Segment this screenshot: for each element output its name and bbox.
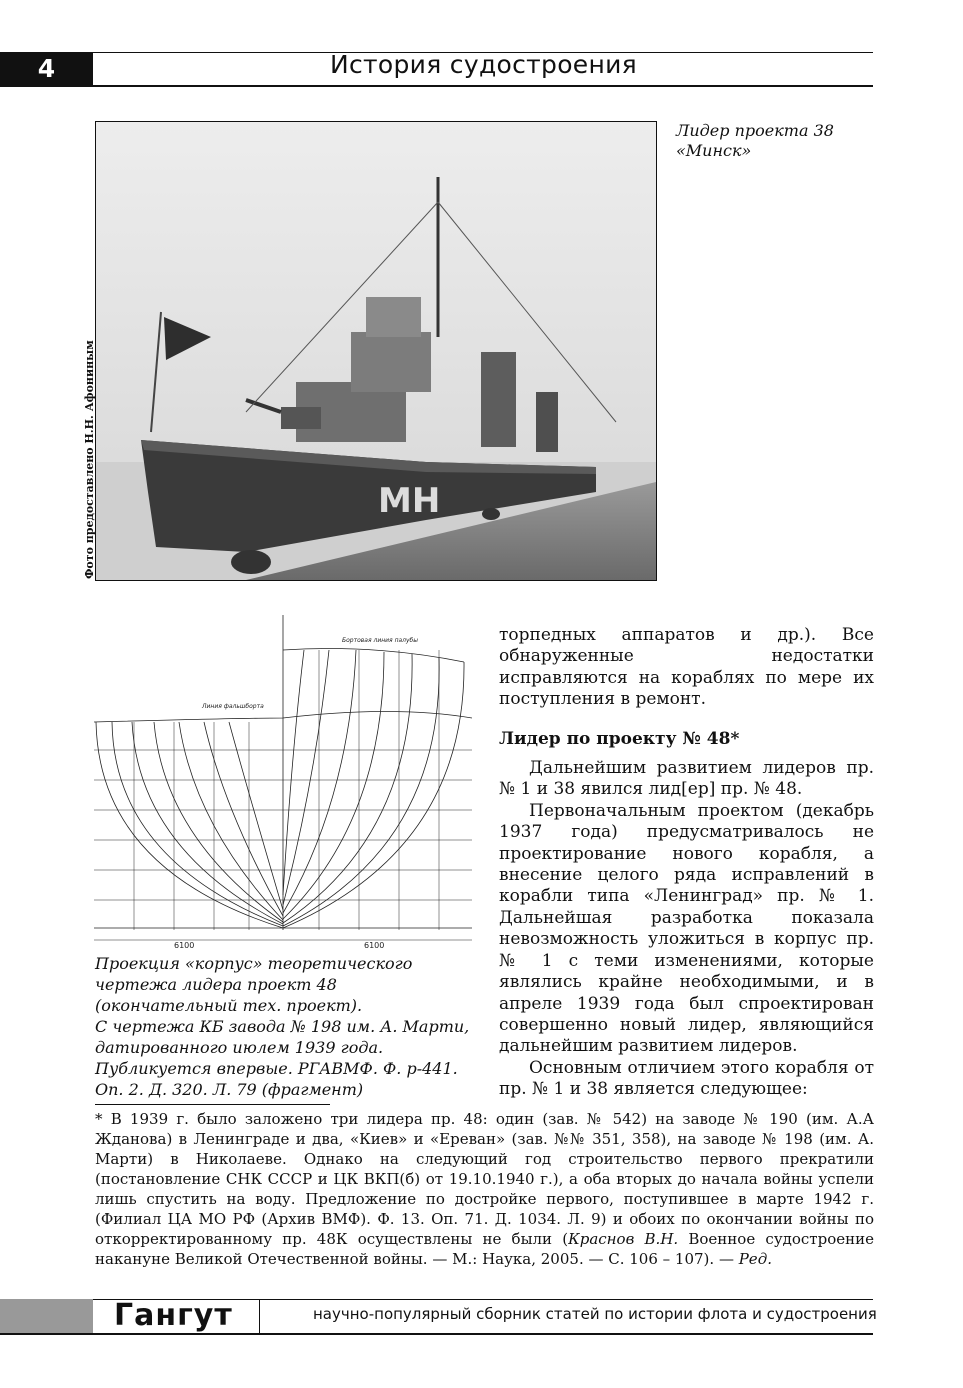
- dim-left: 6100: [174, 941, 195, 950]
- footer-tagline: научно-популярный сборник статей по истории флота и судостроения: [313, 1305, 877, 1323]
- drawing-caption-line: Проекция «корпус» теоретического: [95, 954, 413, 973]
- footnote-source: Военное судостроение накануне Великой Отечественной войны. — М.: Наука, 2005. — С. 106 – 107). —: [95, 1230, 874, 1268]
- footer-rule-bottom: [0, 1333, 873, 1335]
- page-number: 4: [0, 52, 93, 85]
- drawing-caption-line: С чертежа КБ завода № 198 им. А. Марти,: [95, 1017, 470, 1036]
- header-rule-bottom: [0, 85, 873, 87]
- footer-separator: [259, 1299, 260, 1333]
- footnote-text: * В 1939 г. было заложено три лидера пр. 48: один (зав. № 542) на заводе № 190 (им. А.А Жданова) в Ленинграде и два, «Киев» и «Ереван» (зав. №№ 351, 358), на заводе № 198 (им. А. Марти) в Николаеве. Однако на следующий год строительство первого прекратили (постановление СНК СССР и ЦК ВКП(б) от 19.10.1940 г.), а оба вторых до начала войны успели лишь спустить на воду. Предложение по достройке первого, поступившее в марте 1942 г. (Филиал ЦА МО РФ (Архив ВМФ). Ф. 13. Оп. 71. Д. 1034. Л. 9) и обоих по окончании войны по откорректированному пр. 48К осуществлены не были (: [95, 1110, 874, 1248]
- footnote: [95, 1109, 874, 1269]
- drawing-caption-line: Оп. 2. Д. 320. Л. 79 (фрагмент): [95, 1080, 364, 1099]
- magazine-logo: Гангут: [114, 1298, 233, 1333]
- photo-credit: Фото предоставлено Н.Н. Афониным: [83, 340, 96, 579]
- photo-caption-line1: Лидер проекта 38: [676, 121, 834, 140]
- hull-marking: МН: [378, 481, 441, 521]
- drawing-caption: [95, 953, 475, 1100]
- body-plan-drawing: [94, 610, 472, 950]
- running-title: История судостроения: [330, 50, 638, 79]
- ship-photo: [95, 121, 657, 581]
- footnote-editor: Ред.: [738, 1250, 772, 1268]
- article-paragraph: торпедных аппаратов и др.). Все обнаруженные недостатки исправляются на кораблях по мере их поступления в ремонт.: [499, 625, 874, 710]
- footnote-rule: [95, 1104, 330, 1105]
- footnote-author: Краснов В.Н.: [568, 1230, 679, 1248]
- photo-caption: [676, 121, 876, 161]
- footer-bar: [0, 1299, 93, 1333]
- article-paragraph: Основным отличием этого корабля от пр. № 1 и 38 является следующее:: [499, 1057, 874, 1100]
- section-heading: Лидер по проекту № 48*: [499, 728, 740, 749]
- drawing-caption-line: (окончательный тех. проект).: [95, 996, 363, 1015]
- article-paragraph: Первоначальным проектом (декабрь 1937 года) предусматривалось не проектирование нового корабля, а внесение целого ряда исправлений в корабли типа «Ленинград» пр. № 1. Дальнейшая разработка показала невозможность уложиться в корпус пр. № 1 с теми изменениями, которые являлись крайне необходимыми, и в апреле 1939 года был спроектирован совершенно новый лидер, являющийся дальнейшим развитием лидеров.: [499, 800, 874, 1057]
- article-paragraph: Дальнейшим развитием лидеров пр. № 1 и 38 явился лид[ер] пр. № 48.: [499, 758, 874, 800]
- photo-caption-line2: «Минск»: [676, 141, 752, 160]
- drawing-caption-line: чертежа лидера проект 48: [95, 975, 337, 994]
- drawing-caption-line: Публикуется впервые. РГАВМФ. Ф. р-441.: [95, 1059, 458, 1078]
- label-main-deck: Линия фальшборта: [202, 703, 264, 710]
- label-deck: Бортовая линия палубы: [342, 637, 418, 644]
- article-column: [499, 625, 874, 1101]
- dim-right: 6100: [364, 941, 385, 950]
- drawing-caption-line: датированного июлем 1939 года.: [95, 1038, 384, 1057]
